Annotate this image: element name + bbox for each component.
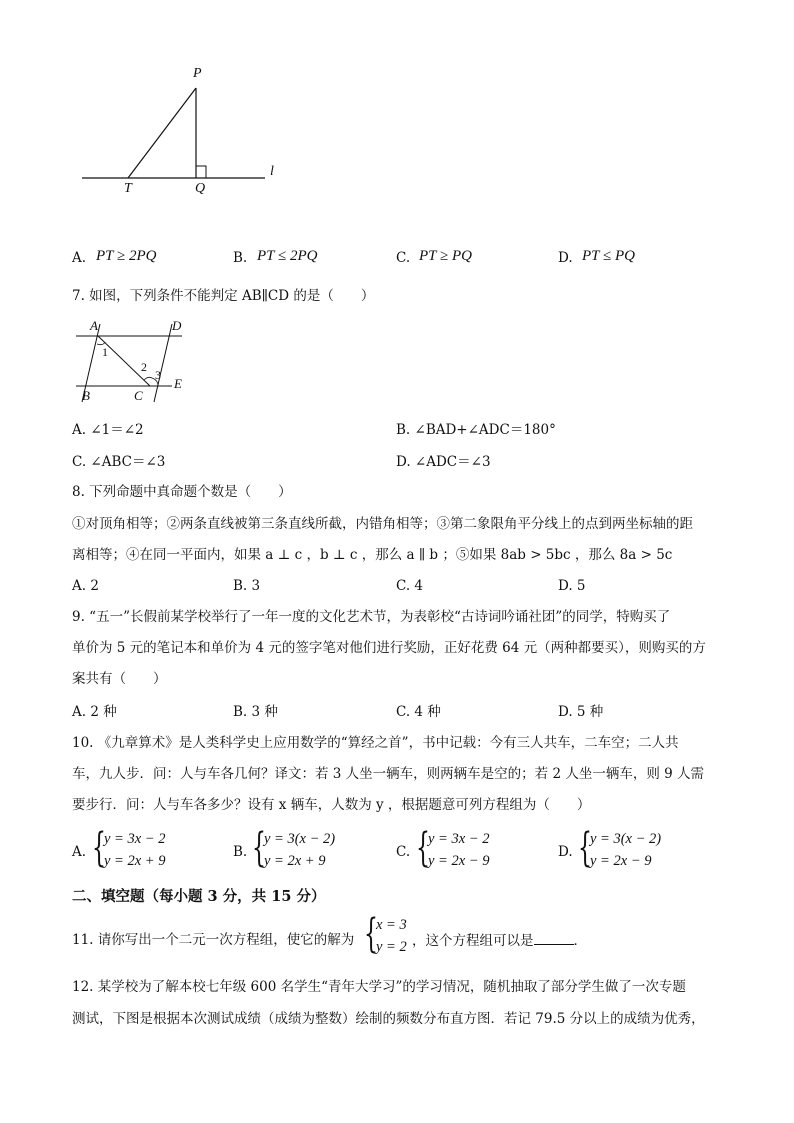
q12-line-2: 测试，下图是根据本次测试成绩（成绩为整数）绘制的频数分布直方图．若记 79.5 分以上的成绩为优秀，	[72, 1011, 705, 1027]
label-B: B	[82, 388, 90, 403]
q10-option-d-brace: {	[578, 825, 592, 871]
q7-option-b: B. ∠BAD+∠ADC＝180°	[396, 422, 556, 438]
q9-option-c: C. 4 种	[396, 704, 441, 720]
q10-option-b-brace: {	[252, 825, 266, 871]
q9-option-b: B. 3 种	[233, 704, 278, 720]
angle-2-arc	[144, 377, 152, 380]
q8-line-1: ①对顶角相等；②两条直线被第三条直线所截，内错角相等；③第二象限角平分线上的点到两坐标轴的距	[72, 516, 693, 532]
q11-solution-y: y = 2	[376, 939, 407, 955]
q8-stem: 8. 下列命题中真命题个数是（ ）	[72, 484, 292, 500]
q7-option-c: C. ∠ABC＝∠3	[72, 454, 166, 470]
q6-option-c-letter: C.	[396, 250, 411, 266]
q10-option-c-system	[428, 828, 489, 872]
q10-option-c-eq1: y = 3x − 2	[428, 831, 490, 847]
q11-solution-system	[376, 914, 407, 958]
q9-option-a: A. 2 种	[72, 704, 117, 720]
q11-brace: {	[364, 911, 378, 957]
q7-option-d: D. ∠ADC＝∠3	[396, 454, 491, 470]
q10-option-a-eq1: y = 3x − 2	[104, 831, 166, 847]
label-3: 3	[155, 368, 161, 382]
label-2: 2	[141, 360, 147, 374]
q10-option-b-letter: B.	[233, 844, 248, 860]
q10-line-1: 10. 《九章算术》是人类科学史上应用数学的“算经之首”，书中记载：今有三人共车，二车空；二人共	[72, 735, 679, 751]
q7-option-a: A. ∠1＝∠2	[72, 422, 144, 438]
q11-suffix-text: ，这个方程组可以是	[412, 933, 534, 949]
right-angle-mark	[196, 166, 206, 178]
q10-option-b-eq1: y = 3(x − 2)	[264, 831, 336, 847]
label-Q: Q	[195, 181, 206, 196]
q6-option-b: PT ≤ 2PQ	[257, 248, 318, 264]
segment-PT	[128, 88, 196, 178]
q11-answer-blank[interactable]	[534, 930, 574, 945]
q9-line-2: 单价为 5 元的笔记本和单价为 4 元的签字笔对他们进行奖励，正好花费 64 元（两种都要买），则购买的方	[72, 640, 706, 656]
label-A: A	[90, 318, 98, 333]
q10-option-c-brace: {	[416, 825, 430, 871]
q8-option-a: A. 2	[72, 578, 99, 594]
q8-option-d: D. 5	[558, 578, 586, 594]
q10-line-3: 要步行．问：人与车各多少？设有 x 辆车，人数为 y ，根据题意可列方程组为（ ）	[72, 797, 591, 813]
q10-option-d-system	[590, 828, 661, 872]
q11-prefix: 11. 请你写出一个二元一次方程组，使它的解为	[72, 932, 355, 948]
q10-option-c-letter: C.	[396, 844, 411, 860]
label-l: l	[270, 164, 274, 179]
q8-option-c: C. 4	[396, 578, 424, 594]
q10-option-d-letter: D.	[558, 844, 573, 860]
q10-option-c-eq2: y = 2x − 9	[428, 853, 490, 869]
q6-option-d: PT ≤ PQ	[582, 248, 635, 264]
q10-option-b-system	[264, 828, 335, 872]
q10-option-a-letter: A.	[72, 844, 87, 860]
q12-line-1: 12. 某学校为了解本校七年级 600 名学生“青年大学习”的学习情况，随机抽取了部分学生做了一次专题	[72, 979, 686, 995]
q11-suffix	[412, 930, 587, 951]
q6-option-a: PT ≥ 2PQ	[96, 248, 157, 264]
q10-option-b-eq2: y = 2x + 9	[264, 853, 326, 869]
label-P: P	[193, 66, 202, 81]
q10-option-d-eq1: y = 3(x − 2)	[590, 831, 662, 847]
q6-option-b-letter: B.	[233, 250, 248, 266]
q6-option-c: PT ≥ PQ	[419, 248, 472, 264]
q6-option-a-letter: A.	[72, 250, 87, 266]
q8-line-2: 离相等；④在同一平面内，如果 a ⊥ c ，b ⊥ c ，那么 a ∥ b ；⑤如果 8ab > 5bc ，那么 8a > 5c	[72, 547, 673, 563]
q9-option-d: D. 5 种	[558, 704, 604, 720]
q9-line-1: 9. “五一”长假前某学校举行了一年一度的文化艺术节，为表彰校“古诗词吟诵社团”的同学，特购买了	[72, 609, 671, 625]
section-2-title: 二、填空题（每小题 3 分，共 15 分）	[72, 888, 326, 905]
figure-q6	[70, 60, 300, 200]
q10-option-d-eq2: y = 2x − 9	[590, 853, 652, 869]
q10-option-a-brace: {	[92, 825, 106, 871]
q10-option-a-system	[104, 828, 165, 872]
q10-line-2: 车，九人步．问：人与车各几何？译文：若 3 人坐一辆车，则两辆车是空的；若 2 人坐一辆车，则 9 人需	[72, 766, 705, 782]
label-C: C	[134, 388, 143, 403]
label-D: D	[172, 318, 182, 333]
q10-option-a-eq2: y = 2x + 9	[104, 853, 166, 869]
q11-end: ．	[573, 933, 587, 949]
label-1: 1	[102, 345, 108, 359]
q7-stem: 7. 如图，下列条件不能判定 AB∥CD 的是（ ）	[72, 288, 375, 304]
q11-solution-x: x = 3	[376, 917, 407, 933]
q6-option-d-letter: D.	[558, 250, 573, 266]
q8-option-b: B. 3	[233, 578, 261, 594]
label-E: E	[174, 376, 182, 391]
q9-line-3: 案共有（ ）	[72, 671, 167, 687]
label-T: T	[124, 181, 132, 196]
